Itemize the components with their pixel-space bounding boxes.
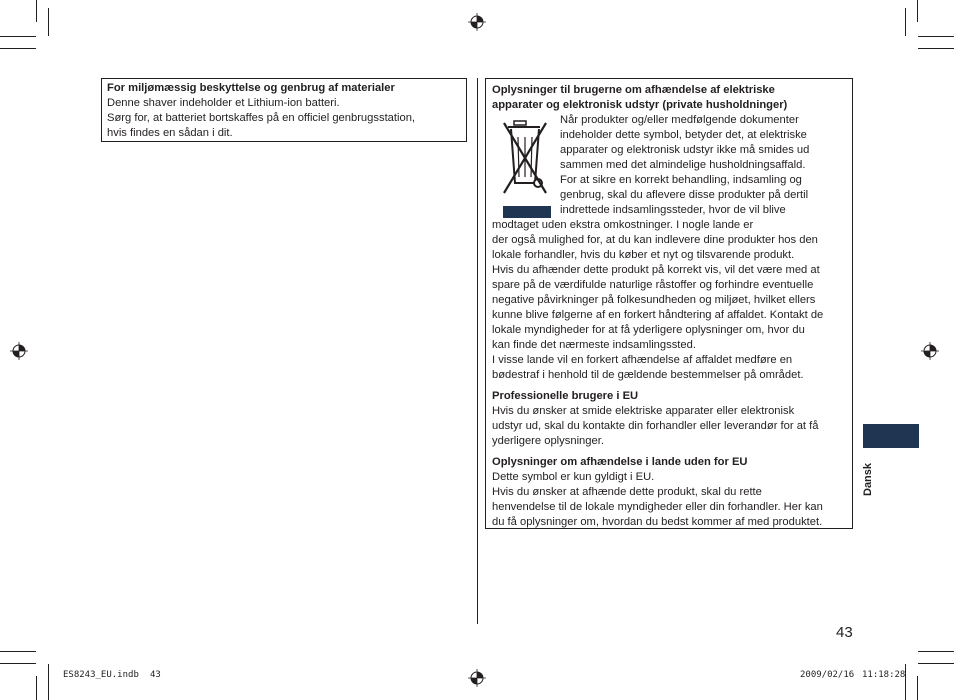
registration-mark-icon bbox=[921, 342, 939, 360]
page-number: 43 bbox=[836, 624, 853, 641]
crop-mark bbox=[918, 48, 954, 49]
weee-disposal-box bbox=[485, 78, 853, 529]
body-line: spare på de værdifulde naturlige råstoffer og forhindre eventuelle bbox=[492, 279, 814, 291]
body-line: Hvis du afhænder dette produkt på korrekt vis, vil det være med at bbox=[492, 264, 820, 276]
body-line: bødestraf i henhold til de gældende bestemmelser på området. bbox=[492, 369, 804, 381]
body-line: Dette symbol er kun gyldigt i EU. bbox=[492, 471, 655, 483]
body-line: kunne blive følgerne af en forkert håndtering af affaldet. Kontakt de bbox=[492, 309, 824, 321]
battery-recycling-heading: For miljømæssig beskyttelse og genbrug af materialer bbox=[107, 82, 395, 94]
body-line: Når produkter og/eller medfølgende dokumenter bbox=[560, 114, 799, 126]
body-line: Hvis du ønsker at afhænde dette produkt, skal du rette bbox=[492, 486, 762, 498]
footer-file: ES8243_EU.indb bbox=[63, 670, 139, 680]
registration-mark-icon bbox=[468, 13, 486, 31]
crop-mark bbox=[917, 676, 918, 700]
body-line: indrettede indsamlingssteder, hvor de vil blive bbox=[560, 204, 786, 216]
language-tab-marker bbox=[863, 424, 919, 448]
body-line: du få oplysninger om, hvordan du bedst kommer af med produktet. bbox=[492, 516, 823, 528]
non-eu-heading: Oplysninger om afhændelse i lande uden for EU bbox=[492, 456, 748, 468]
footer-date: 2009/02/16 bbox=[800, 670, 855, 680]
battery-recycling-box bbox=[101, 78, 467, 142]
body-line: henvendelse til de lokale myndigheder eller din forhandler. Her kan bbox=[492, 501, 823, 513]
crop-mark bbox=[918, 36, 954, 37]
professional-users-heading: Professionelle brugere i EU bbox=[492, 390, 639, 402]
crossed-out-wheelie-bin-icon bbox=[500, 117, 552, 199]
body-line: lokale myndigheder for at få yderligere oplysninger om, hvor du bbox=[492, 324, 805, 336]
crop-mark bbox=[0, 36, 36, 37]
crop-mark bbox=[905, 8, 906, 36]
body-line: I visse lande vil en forkert afhændelse af affaldet medføre en bbox=[492, 354, 793, 366]
body-line: kan finde det nærmeste indsamlingssted. bbox=[492, 339, 696, 351]
body-line: Sørg for, at batteriet bortskaffes på en officiel genbrugsstation, bbox=[107, 112, 416, 124]
crop-mark bbox=[48, 8, 49, 36]
body-line: Denne shaver indeholder et Lithium-ion batteri. bbox=[107, 97, 340, 109]
footer-time: 11:18:28 bbox=[862, 670, 906, 680]
body-line: sammen med det almindelige husholdningsaffald. bbox=[560, 159, 806, 171]
crop-mark bbox=[36, 0, 37, 22]
weee-heading: Oplysninger til brugerne om afhændelse af elektriske bbox=[492, 84, 775, 96]
crop-mark bbox=[918, 663, 954, 664]
registration-mark-icon bbox=[10, 342, 28, 360]
body-line: For at sikre en korrekt behandling, indsamling og bbox=[560, 174, 802, 186]
weee-underline-bar bbox=[503, 206, 551, 218]
crop-mark bbox=[918, 651, 954, 652]
crop-mark bbox=[36, 676, 37, 700]
crop-mark bbox=[0, 651, 36, 652]
crop-mark bbox=[0, 663, 36, 664]
body-line: udstyr ud, skal du kontakte din forhandler eller leverandør for at få bbox=[492, 420, 819, 432]
footer-file-page: 43 bbox=[150, 670, 161, 680]
column-divider bbox=[477, 78, 478, 624]
language-tab-label: Dansk bbox=[862, 462, 874, 496]
weee-heading: apparater og elektronisk udstyr (private husholdninger) bbox=[492, 99, 788, 111]
crop-mark bbox=[917, 0, 918, 22]
body-line: Hvis du ønsker at smide elektriske apparater eller elektronisk bbox=[492, 405, 795, 417]
crop-mark bbox=[0, 48, 36, 49]
body-line: hvis findes en sådan i dit. bbox=[107, 127, 233, 139]
weee-symbol bbox=[492, 113, 556, 213]
body-line: indeholder dette symbol, betyder det, at elektriske bbox=[560, 129, 807, 141]
body-line: negative påvirkninger på folkesundheden og miljøet, hvilket ellers bbox=[492, 294, 816, 306]
body-line: apparater og elektronisk udstyr ikke må smides ud bbox=[560, 144, 810, 156]
body-line: yderligere oplysninger. bbox=[492, 435, 604, 447]
body-line: lokale forhandler, hvis du køber et nyt og tilsvarende produkt. bbox=[492, 249, 795, 261]
body-line: der også mulighed for, at du kan indlevere dine produkter hos den bbox=[492, 234, 818, 246]
body-line: genbrug, skal du aflevere disse produkter på dertil bbox=[560, 189, 809, 201]
body-line: modtaget uden ekstra omkostninger. I nogle lande er bbox=[492, 219, 754, 231]
registration-mark-icon bbox=[468, 669, 486, 687]
crop-mark bbox=[48, 664, 49, 700]
